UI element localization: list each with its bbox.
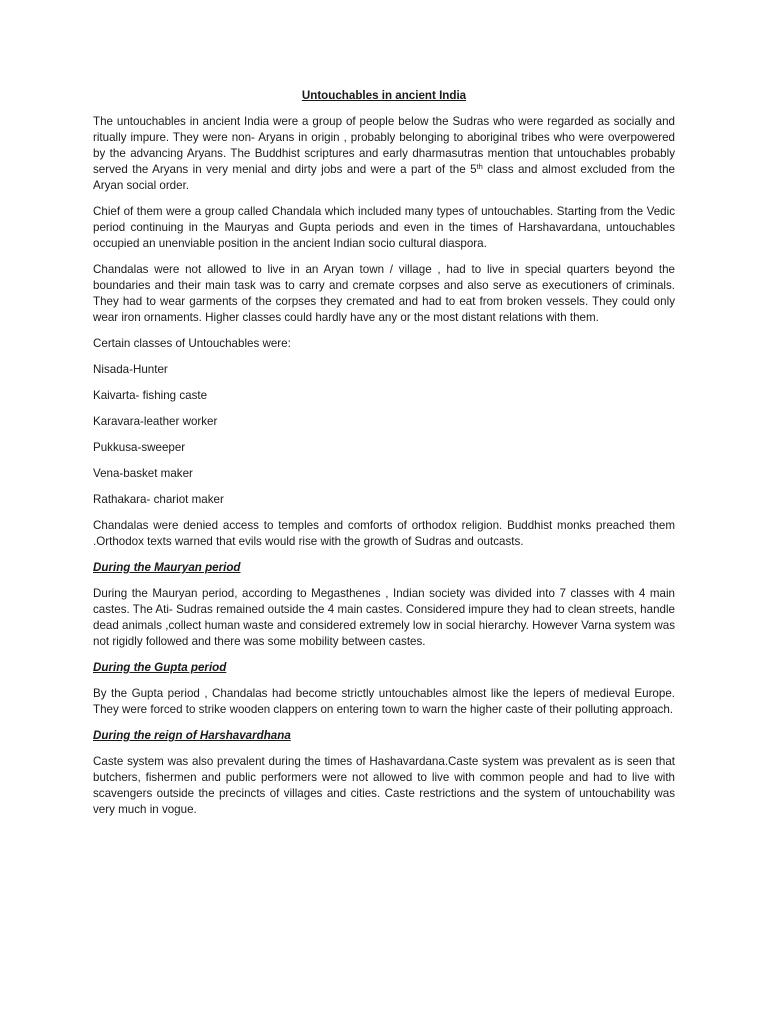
- ordinal-superscript: th: [476, 162, 483, 171]
- document-title: Untouchables in ancient India: [301, 89, 467, 102]
- harsha-paragraph: Caste system was also prevalent during the times of Hashavardana.Caste system was prevalent as is seen that butchers, fishermen and public performers were not allowed to live with common people and had to live with scavengers outside the precincts of villages and cities. Caste restrictions and the system of untouchability was very much in vogue.: [93, 755, 675, 816]
- gupta-heading: During the Gupta period: [93, 661, 227, 674]
- intro-text-end: class and almost excluded from the Aryan social order.: [93, 163, 675, 192]
- gupta-paragraph: By the Gupta period , Chandalas had become strictly untouchables almost like the lepers of medieval Europe. They were forced to strike wooden clappers on entering town to warn the higher caste of their polluting approach.: [93, 687, 675, 716]
- class-item: Rathakara- chariot maker: [93, 493, 224, 506]
- class-item: Kaivarta- fishing caste: [93, 389, 208, 402]
- class-item: Nisada-Hunter: [93, 363, 168, 376]
- document-page: [93, 88, 675, 828]
- mauryan-paragraph: During the Mauryan period, according to Megasthenes , Indian society was divided into 7 classes with 4 main castes. The Ati- Sudras remained outside the 4 main castes. Considered impure they had to clean streets, handle dead animals ,collect human waste and considered extremely low in social hierarchy. However Varna system was not rigidly followed and there was some mobility between castes.: [93, 587, 675, 648]
- quarters-paragraph: Chandalas were not allowed to live in an Aryan town / village , had to live in special quarters beyond the boundaries and their main task was to carry and cremate corpses and also serve as executioners of criminals. They had to wear garments of the corpses they cremated and had to eat from broken vessels. They could only wear iron ornaments. Higher classes could hardly have any or the most distant relations with them.: [93, 263, 675, 324]
- classes-intro: Certain classes of Untouchables were:: [93, 337, 291, 350]
- intro-text-start: The untouchables in ancient India were a group of people below the Sudras who were regarded as socially and ritually impure. They were non- Aryans in origin , probably belonging to aboriginal tribes who were overpowered by the advancing Aryans. The Buddhist scriptures and early dharmasutras mention that untouchables probably served the Aryans in very menial and dirty jobs and were a part of the 5: [93, 115, 675, 176]
- class-item: Karavara-leather worker: [93, 415, 218, 428]
- denied-paragraph: Chandalas were denied access to temples and comforts of orthodox religion. Buddhist monks preached them .Orthodox texts warned that evils would rise with the growth of Sudras and outcasts.: [93, 519, 675, 548]
- mauryan-heading: During the Mauryan period: [93, 561, 241, 574]
- intro-paragraph: [93, 114, 675, 194]
- class-item: Vena-basket maker: [93, 467, 193, 480]
- class-item: Pukkusa-sweeper: [93, 441, 186, 454]
- chandala-paragraph: Chief of them were a group called Chandala which included many types of untouchables. Starting from the Vedic period continuing in the Mauryas and Gupta periods and even in the times of Harshavardana, untouchables occupied an unenviable position in the ancient Indian socio cultural diaspora.: [93, 205, 675, 250]
- harsha-heading: During the reign of Harshavardhana: [93, 729, 291, 742]
